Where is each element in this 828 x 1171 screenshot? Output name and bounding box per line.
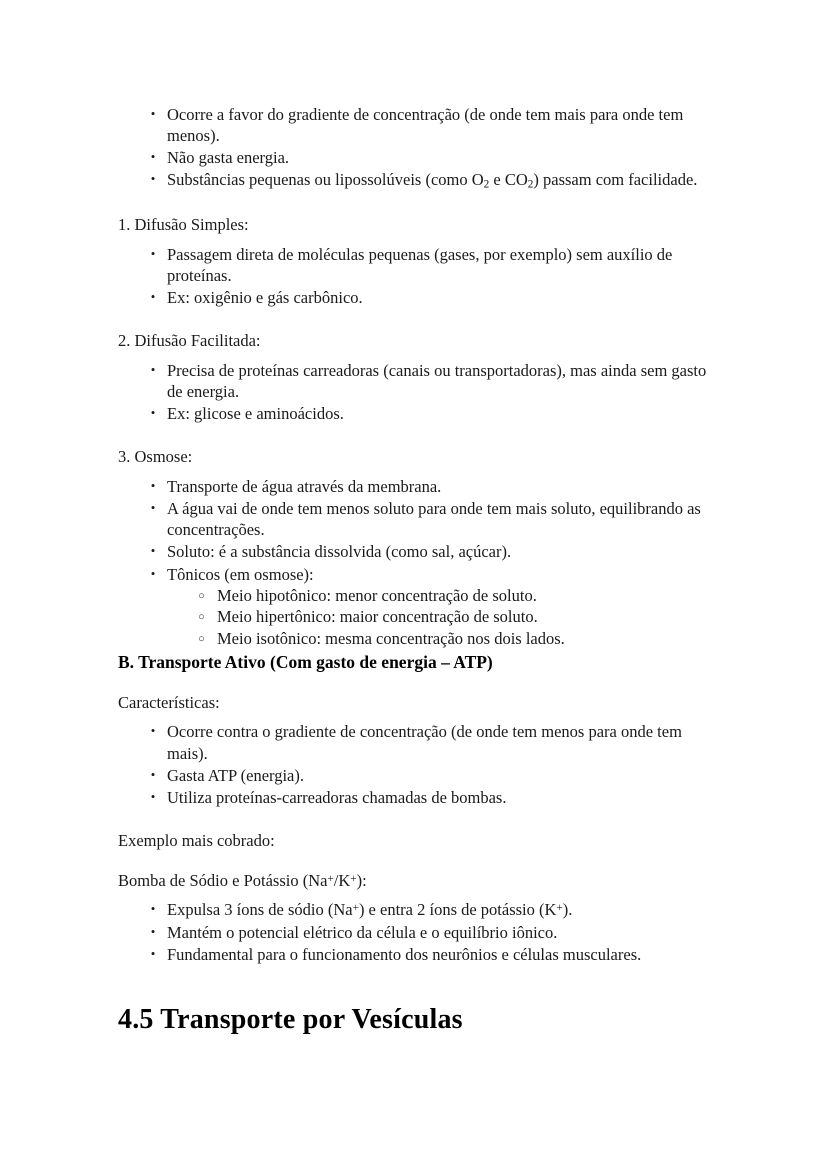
list-item-text: Não gasta energia.	[167, 148, 290, 168]
difusao-simples-list	[118, 244, 714, 308]
bullet-icon: •	[150, 405, 156, 421]
bullet-icon: •	[150, 478, 156, 494]
list-item	[118, 104, 714, 146]
list-item	[118, 403, 714, 424]
superscript-potassium-charge: +	[556, 902, 563, 915]
list-item-text: Transporte de água através da membrana.	[167, 477, 442, 497]
bullet-icon: •	[150, 149, 156, 165]
list-item-text: Ex: glicose e aminoácidos.	[167, 404, 344, 424]
text-middle: ) e entra 2 íons de potássio (K	[358, 900, 557, 920]
list-item	[118, 476, 714, 497]
list-item	[118, 765, 714, 786]
text-middle: e CO	[489, 170, 528, 190]
list-item-text: Tônicos (em osmose):	[167, 564, 314, 584]
passive-transport-traits-list	[118, 104, 714, 192]
bullet-icon: •	[150, 245, 156, 261]
list-item	[167, 628, 714, 650]
list-item-text	[167, 900, 572, 919]
bullet-icon: •	[150, 723, 156, 739]
bullet-icon: •	[150, 106, 156, 121]
list-item	[118, 922, 714, 943]
list-item	[118, 787, 714, 808]
text-before-subscript: Substâncias pequenas ou lipossolúveis (como O	[167, 170, 484, 190]
list-item-text: Utiliza proteínas-carreadoras chamadas de bombas.	[167, 787, 507, 807]
document-content	[118, 96, 714, 966]
pump-title	[118, 870, 714, 892]
list-item	[118, 147, 714, 168]
bullet-icon: •	[150, 289, 156, 305]
list-item	[118, 899, 714, 920]
list-item	[118, 287, 714, 308]
list-item-text: Soluto: é a substância dissolvida (como sal, açúcar).	[167, 542, 512, 562]
bullet-icon: •	[150, 543, 156, 559]
superscript-potassium-charge: +	[350, 872, 357, 885]
bullet-icon: •	[150, 945, 156, 961]
list-item-text	[167, 170, 697, 189]
bullet-icon: •	[150, 565, 156, 581]
list-item	[167, 606, 714, 628]
list-item	[118, 244, 714, 286]
subscript-carbon-dioxide: 2	[527, 178, 534, 191]
characteristics-label: Características:	[118, 692, 220, 712]
list-item	[167, 585, 714, 607]
list-item-text: Ex: oxigênio e gás carbônico.	[167, 288, 363, 308]
list-item	[118, 564, 714, 650]
pump-title-suffix: ):	[356, 870, 367, 890]
list-item	[118, 944, 714, 965]
bullet-icon: •	[150, 901, 156, 917]
bullet-icon: •	[150, 788, 156, 804]
list-item-text: Meio hipertônico: maior concentração de soluto.	[217, 607, 538, 627]
subsection-label-difusao-facilitada: 2. Difusão Facilitada:	[118, 331, 261, 351]
difusao-facilitada-list	[118, 360, 714, 424]
subsection-label-osmose: 3. Osmose:	[118, 447, 193, 467]
list-item-text: Ocorre contra o gradiente de concentração (de onde tem menos para onde tem mais).	[167, 722, 682, 763]
list-item	[118, 721, 714, 763]
osmose-list	[118, 476, 714, 650]
section-heading-transporte-ativo: B. Transporte Ativo (Com gasto de energia – ATP)	[118, 651, 493, 672]
list-item-text: Precisa de proteínas carreadoras (canais ou transportadoras), mas ainda sem gasto de energia.	[167, 361, 707, 402]
subscript-oxygen: 2	[483, 178, 490, 191]
hollow-bullet-icon: ○	[198, 611, 205, 624]
list-item-text: Passagem direta de moléculas pequenas (gases, por exemplo) sem auxílio de proteínas.	[167, 244, 673, 286]
section-title-wrapper	[118, 1002, 718, 1037]
list-item-text: A água vai de onde tem menos soluto para onde tem mais soluto, equilibrando as concentrações.	[167, 499, 701, 540]
list-item	[118, 360, 714, 402]
list-item-text: Gasta ATP (energia).	[167, 765, 305, 785]
transporte-ativo-characteristics-list	[118, 721, 714, 807]
bullet-icon: •	[150, 362, 156, 377]
page-title-transporte-por-vesiculas: 4.5 Transporte por Vesículas	[118, 1004, 463, 1035]
text-before-superscript: Expulsa 3 íons de sódio (Na	[167, 900, 353, 920]
bullet-icon: •	[150, 923, 156, 939]
text-after-superscript: ).	[562, 900, 573, 920]
list-item-text: Mantém o potencial elétrico da célula e o equilíbrio iônico.	[167, 922, 558, 942]
list-item	[118, 541, 714, 562]
list-item-text: Meio hipotônico: menor concentração de soluto.	[217, 585, 537, 605]
pump-title-prefix: Bomba de Sódio e Potássio (Na	[118, 870, 328, 890]
list-item	[118, 498, 714, 540]
superscript-sodium-charge: +	[327, 872, 334, 885]
list-item-text: Ocorre a favor do gradiente de concentração (de onde tem mais para onde tem menos).	[167, 105, 684, 146]
pump-details-list	[118, 899, 714, 964]
example-label: Exemplo mais cobrado:	[118, 830, 275, 850]
text-after-subscript: ) passam com facilidade.	[533, 170, 698, 190]
pump-title-middle: /K	[333, 870, 351, 890]
hollow-bullet-icon: ○	[198, 633, 205, 646]
list-item	[118, 169, 714, 192]
bullet-icon: •	[150, 766, 156, 782]
list-item-text: Fundamental para o funcionamento dos neurônios e células musculares.	[167, 944, 642, 964]
bullet-icon: •	[150, 171, 156, 187]
tonics-sublist	[167, 585, 714, 650]
hollow-bullet-icon: ○	[198, 589, 205, 602]
subsection-label-difusao-simples: 1. Difusão Simples:	[118, 215, 249, 235]
superscript-sodium-charge: +	[352, 902, 359, 915]
list-item-text: Meio isotônico: mesma concentração nos dois lados.	[217, 629, 565, 649]
bullet-icon: •	[150, 500, 156, 516]
